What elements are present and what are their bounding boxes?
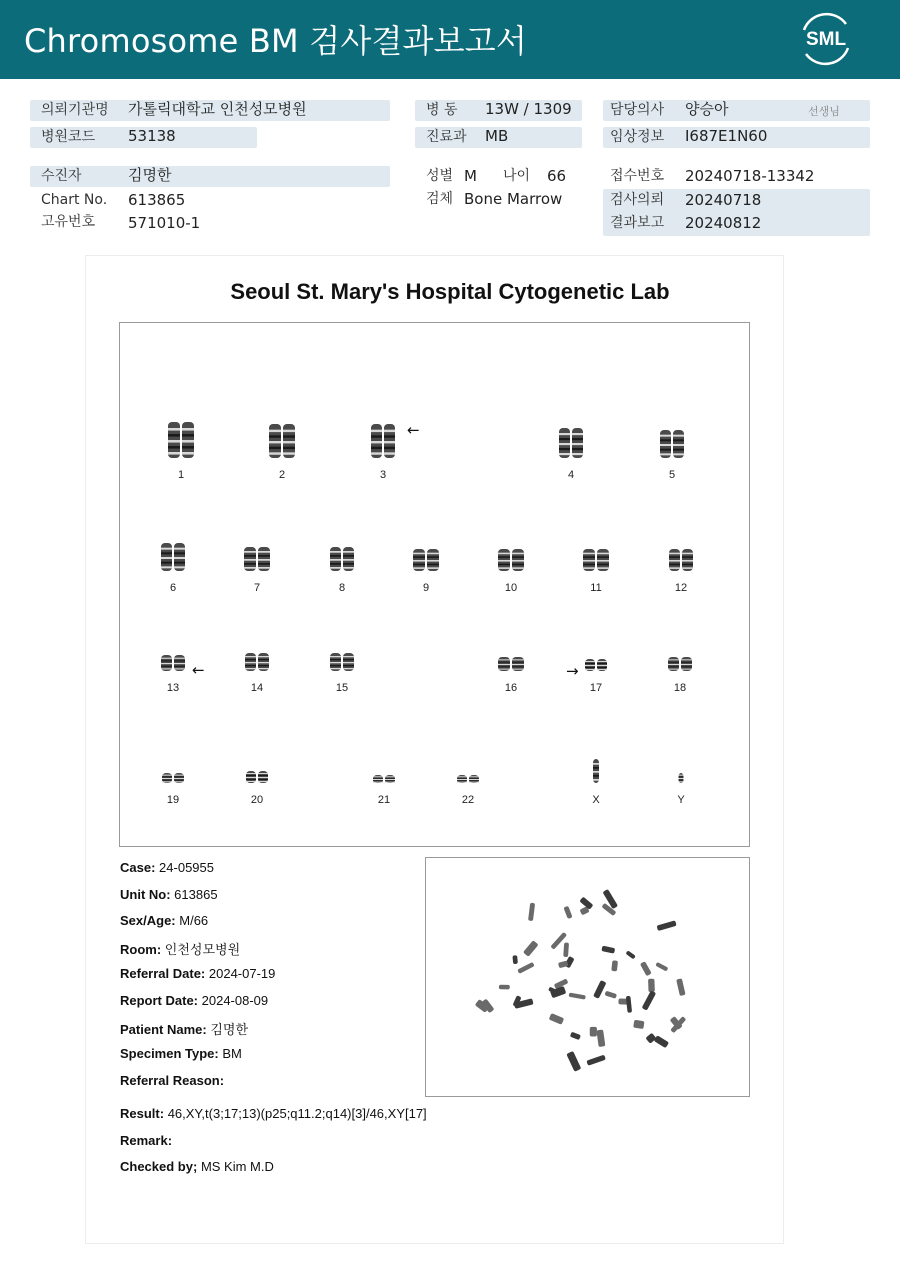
- chromosome-label: 19: [166, 794, 180, 806]
- chromosome-pair-5: [660, 430, 684, 458]
- metaphase-chromosome: [611, 960, 618, 971]
- doctor-suffix: 선생님: [808, 105, 840, 118]
- chromosome-label: 2: [278, 469, 286, 481]
- patient-value: 김명한: [128, 166, 172, 184]
- karyogram: [119, 322, 750, 847]
- metaphase-chromosome: [523, 940, 539, 957]
- chromosome-pair-Y: [679, 773, 684, 783]
- translocation-arrow-icon: ←: [407, 421, 420, 439]
- age-value: 66: [547, 167, 567, 185]
- sml-logo: [796, 12, 856, 66]
- specimen-label: 검체: [426, 191, 454, 207]
- logo-text: SML: [805, 29, 847, 50]
- chromosome-label: 10: [504, 582, 518, 594]
- unique-value: 571010-1: [128, 214, 201, 232]
- sex-age-line: Sex/Age: M/66: [120, 913, 209, 928]
- metaphase-chromosome: [593, 980, 606, 999]
- chromosome-pair-13: [161, 655, 185, 671]
- result-line: Result: 46,XY,t(3;17;13)(p25;q11.2;q14)[3]/46,XY[17]: [120, 1106, 427, 1121]
- chromosome-label: 13: [166, 682, 180, 694]
- metaphase-chromosome: [569, 993, 586, 1000]
- dept-value: MB: [485, 127, 509, 145]
- patient-name-line: Patient Name: 김명한: [120, 1022, 249, 1037]
- chromosome-pair-16: [498, 657, 524, 671]
- chromosome-pair-10: [498, 549, 524, 571]
- chromosome-label: 11: [590, 582, 602, 594]
- request-label: 검사의뢰: [610, 192, 665, 208]
- chromosome-label: 12: [674, 582, 688, 594]
- metaphase-chromosome: [499, 985, 510, 990]
- chromosome-label: 3: [379, 469, 387, 481]
- metaphase-chromosome: [601, 946, 615, 954]
- referral-date-line: Referral Date: 2024-07-19: [120, 966, 276, 981]
- age-label: 나이: [503, 168, 531, 184]
- metaphase-chromosome: [563, 906, 572, 919]
- chromosome-pair-14: [245, 653, 269, 671]
- report-title: Chromosome BM 검사결과보고서: [24, 22, 528, 60]
- metaphase-chromosome: [570, 1032, 581, 1040]
- chromosome-pair-12: [669, 549, 693, 571]
- translocation-arrow-icon: →: [566, 662, 579, 680]
- metaphase-chromosome: [633, 1020, 644, 1029]
- specimen-type-line: Specimen Type: BM: [120, 1046, 242, 1061]
- clinical-value: I687E1N60: [685, 127, 768, 145]
- chromosome-label: 22: [461, 794, 475, 806]
- translocation-arrow-icon: ←: [192, 661, 205, 679]
- chromosome-pair-1: [168, 422, 194, 458]
- chromosome-pair-22: [457, 775, 479, 783]
- chromosome-pair-21: [373, 775, 395, 783]
- chromosome-label: Y: [677, 794, 685, 806]
- sex-label: 성별: [426, 168, 454, 184]
- sex-value: M: [464, 167, 477, 185]
- clinical-label: 임상정보: [610, 129, 665, 145]
- chromosome-label: 15: [335, 682, 349, 694]
- case-line: Case: 24-05955: [120, 860, 214, 875]
- unit-line: Unit No: 613865: [120, 887, 218, 902]
- report-header: [0, 0, 900, 79]
- dept-label: 진료과: [426, 129, 467, 145]
- ward-value: 13W / 1309: [485, 100, 572, 118]
- chromosome-label: 16: [504, 682, 518, 694]
- hospital-code-label: 병원코드: [41, 129, 96, 145]
- metaphase-chromosome: [654, 1035, 669, 1048]
- chromosome-label: 5: [668, 469, 676, 481]
- metaphase-chromosome: [590, 1027, 597, 1037]
- metaphase-chromosome: [626, 996, 632, 1013]
- chart-label: Chart No.: [41, 192, 108, 208]
- room-line: Room: 인천성모병원: [120, 942, 241, 957]
- patient-bar: [30, 166, 390, 187]
- doctor-value: 양승아: [685, 100, 729, 118]
- chromosome-pair-6: [161, 543, 185, 571]
- chromosome-pair-15: [330, 653, 354, 671]
- chromosome-label: 21: [377, 794, 391, 806]
- metaphase-chromosome: [558, 960, 568, 968]
- chromosome-label: 1: [177, 469, 185, 481]
- receipt-value: 20240718-13342: [685, 167, 815, 185]
- metaphase-chromosome: [657, 920, 677, 931]
- lab-title: Seoul St. Mary's Hospital Cytogenetic Lab: [230, 279, 670, 304]
- chromosome-pair-3: [371, 424, 395, 458]
- ward-label: 병 동: [426, 102, 458, 118]
- unique-label: 고유번호: [41, 214, 96, 230]
- chromosome-pair-19: [162, 773, 184, 783]
- report-date-value: 20240812: [685, 214, 762, 232]
- metaphase-chromosome: [648, 979, 655, 993]
- chromosome-label: 17: [589, 682, 603, 694]
- chromosome-pair-9: [413, 549, 439, 571]
- chromosome-pair-7: [244, 547, 270, 571]
- metaphase-chromosome: [549, 1013, 565, 1025]
- doctor-label: 담당의사: [610, 102, 665, 118]
- metaphase-chromosome: [676, 978, 685, 996]
- remark-line: Remark:: [120, 1133, 173, 1148]
- referral-reason-line: Referral Reason:: [120, 1073, 225, 1088]
- chromosome-pair-8: [330, 547, 354, 571]
- chromosome-label: 8: [338, 582, 346, 594]
- chromosome-label: 18: [673, 682, 687, 694]
- chromosome-label: 6: [169, 582, 177, 594]
- patient-label: 수진자: [41, 168, 82, 184]
- metaphase-chromosome: [655, 962, 668, 972]
- chromosome-pair-X: [593, 759, 599, 783]
- institution-label: 의뢰기관명: [41, 102, 109, 118]
- metaphase-chromosome: [512, 955, 517, 964]
- chromosome-pair-18: [668, 657, 692, 671]
- chromosome-label: 7: [253, 582, 261, 594]
- chromosome-pair-11: [583, 549, 609, 571]
- metaphase-chromosome: [563, 942, 569, 957]
- metaphase-chromosome: [645, 1033, 656, 1044]
- specimen-value: Bone Marrow: [464, 190, 563, 208]
- request-value: 20240718: [685, 191, 762, 209]
- receipt-label: 접수번호: [610, 168, 665, 184]
- metaphase-spread: [426, 858, 751, 1098]
- chromosome-pair-17: [585, 659, 607, 671]
- institution-value: 가톨릭대학교 인천성모병원: [128, 100, 307, 118]
- metaphase-chromosome: [596, 1029, 605, 1047]
- chromosome-label: X: [592, 794, 600, 806]
- metaphase-chromosome: [642, 990, 657, 1010]
- chromosome-label: 14: [250, 682, 264, 694]
- chromosome-pair-4: [559, 428, 583, 458]
- chromosome-label: 4: [567, 469, 575, 481]
- report-date-line: Report Date: 2024-08-09: [120, 993, 269, 1008]
- hospital-code-value: 53138: [128, 127, 176, 145]
- metaphase-chromosome: [528, 903, 535, 921]
- chromosome-label: 9: [422, 582, 430, 594]
- metaphase-chromosome: [605, 991, 618, 999]
- chromosome-pair-20: [246, 771, 268, 783]
- metaphase-chromosome: [640, 961, 652, 976]
- checked-line: Checked by; MS Kim M.D: [120, 1159, 274, 1174]
- karyogram-figure: [120, 323, 751, 848]
- chromosome-label: 20: [250, 794, 264, 806]
- report-date-label: 결과보고: [610, 215, 665, 231]
- metaphase-chromosome: [566, 1051, 581, 1072]
- metaphase-chromosome: [517, 962, 534, 974]
- chromosome-pair-2: [269, 424, 295, 458]
- metaphase-chromosome: [586, 1055, 606, 1066]
- chart-value: 613865: [128, 191, 186, 209]
- metaphase-chromosome: [625, 950, 635, 959]
- metaphase-image: [425, 857, 750, 1097]
